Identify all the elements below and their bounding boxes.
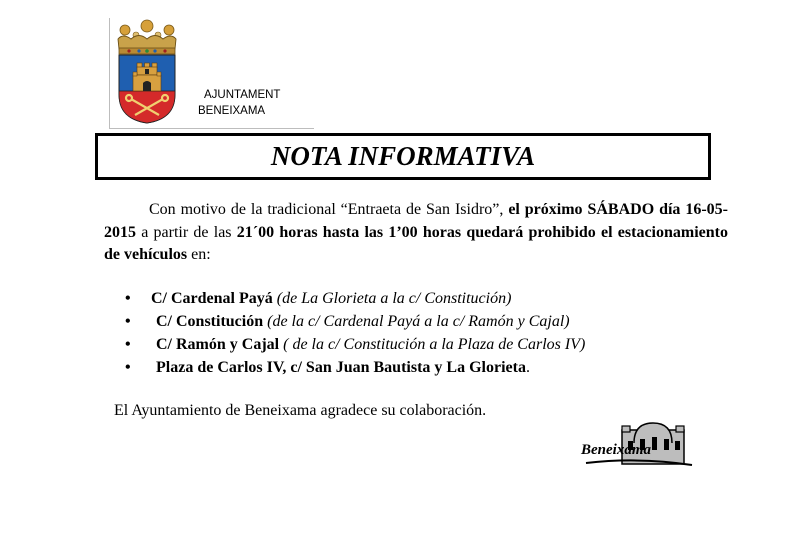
intro-part-3: a partir de las xyxy=(136,223,237,241)
organization-line-2: BENEIXAMA xyxy=(198,105,266,117)
bullet-icon: • xyxy=(125,290,131,307)
tower-icon xyxy=(133,63,161,91)
street-name: C/ Ramón y Cajal xyxy=(156,336,280,353)
list-item xyxy=(125,287,745,310)
logo-word: Beneixama xyxy=(581,442,651,458)
crown-icon xyxy=(118,20,176,54)
bullet-icon: • xyxy=(125,359,131,376)
list-item xyxy=(125,310,745,333)
organization-line-1: AJUNTAMENT xyxy=(204,89,281,101)
intro-part-1: Con motivo de la tradicional “Entraeta de San Isidro”, xyxy=(149,201,509,218)
beneixama-castle-logo-icon xyxy=(578,421,696,469)
list-item xyxy=(125,333,745,356)
page-title: NOTA INFORMATIVA xyxy=(270,141,536,171)
street-detail: . xyxy=(525,359,530,376)
intro-part-2: el próximo SÁBADO día 16-05-2015 xyxy=(104,201,729,241)
bullet-icon: • xyxy=(125,336,131,353)
street-list xyxy=(125,287,745,379)
street-name: Plaza de Carlos IV, c/ San Juan Bautista y La Glorieta xyxy=(156,359,526,376)
coat-of-arms-icon xyxy=(115,19,179,125)
street-detail: (de la c/ Cardenal Payá a la c/ Ramón y Cajal) xyxy=(263,313,570,330)
bullet-icon: • xyxy=(125,313,131,330)
organization-name xyxy=(198,87,280,119)
intro-part-5: en: xyxy=(187,246,211,263)
street-detail: ( de la c/ Constitución a la Plaza de Carlos IV) xyxy=(279,336,586,353)
title-box xyxy=(95,133,711,180)
intro-part-4: 21´00 horas hasta las 1’00 horas quedará prohibido el estacionamiento de vehículos xyxy=(104,223,728,263)
intro-paragraph xyxy=(104,199,728,267)
street-detail: (de La Glorieta a la c/ Constitución) xyxy=(272,290,512,307)
closing-text: El Ayuntamiento de Beneixama agradece su colaboración. xyxy=(114,402,487,419)
street-name: C/ Constitución xyxy=(156,313,264,330)
list-item xyxy=(125,356,745,379)
street-name: C/ Cardenal Payá xyxy=(151,290,273,307)
